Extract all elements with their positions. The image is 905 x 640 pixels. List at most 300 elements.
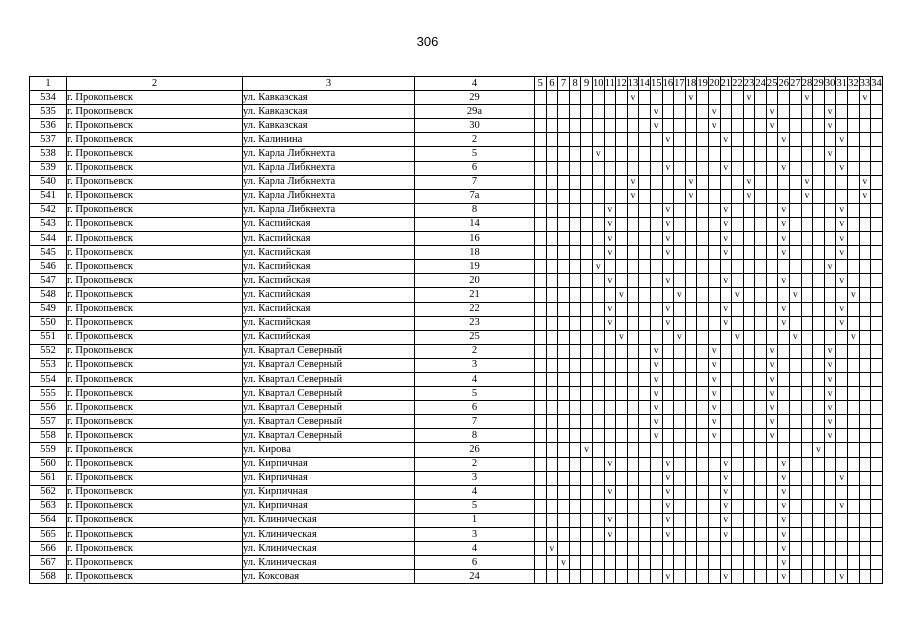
mark-cell-11	[604, 542, 616, 556]
mark-cell-9	[581, 189, 593, 203]
table-row	[30, 457, 883, 471]
mark-cell-14	[639, 133, 651, 147]
mark-cell-5	[535, 302, 547, 316]
city-cell: г. Прокопьевск	[67, 570, 243, 584]
mark-cell-21: v	[720, 133, 732, 147]
mark-cell-24	[755, 513, 767, 527]
mark-cell-28: v	[801, 91, 813, 105]
mark-cell-16	[662, 189, 674, 203]
mark-cell-5	[535, 105, 547, 119]
mark-cell-16: v	[662, 203, 674, 217]
mark-cell-6	[546, 358, 558, 372]
table-row	[30, 189, 883, 203]
mark-cell-34	[871, 161, 883, 175]
mark-cell-19	[697, 415, 709, 429]
mark-cell-29	[813, 344, 825, 358]
city-cell: г. Прокопьевск	[67, 513, 243, 527]
mark-cell-5	[535, 344, 547, 358]
mark-cell-13	[627, 401, 639, 415]
mark-cell-18	[685, 415, 697, 429]
mark-cell-30	[824, 542, 836, 556]
mark-cell-21	[720, 556, 732, 570]
mark-cell-31: v	[836, 302, 848, 316]
table-header	[30, 77, 883, 91]
mark-cell-5	[535, 91, 547, 105]
mark-cell-5	[535, 161, 547, 175]
mark-cell-24	[755, 542, 767, 556]
house-number-cell: 19	[415, 260, 535, 274]
mark-cell-18	[685, 570, 697, 584]
mark-cell-28	[801, 147, 813, 161]
mark-cell-19	[697, 387, 709, 401]
mark-cell-29	[813, 330, 825, 344]
street-cell: ул. Кавказская	[243, 119, 415, 133]
mark-cell-11	[604, 161, 616, 175]
mark-cell-32	[848, 274, 860, 288]
mark-cell-31	[836, 485, 848, 499]
mark-cell-33	[859, 372, 871, 386]
mark-cell-26	[778, 358, 790, 372]
mark-cell-11	[604, 358, 616, 372]
mark-cell-14	[639, 528, 651, 542]
mark-cell-10	[592, 302, 604, 316]
mark-cell-21: v	[720, 513, 732, 527]
mark-cell-15: v	[650, 119, 662, 133]
mark-cell-7	[558, 358, 570, 372]
mark-cell-27	[790, 161, 802, 175]
mark-cell-31	[836, 528, 848, 542]
mark-cell-24	[755, 203, 767, 217]
mark-cell-20: v	[708, 344, 720, 358]
mark-cell-14	[639, 499, 651, 513]
mark-cell-6	[546, 316, 558, 330]
mark-cell-16: v	[662, 528, 674, 542]
mark-cell-14	[639, 260, 651, 274]
city-cell: г. Прокопьевск	[67, 457, 243, 471]
mark-cell-9	[581, 133, 593, 147]
mark-cell-33	[859, 260, 871, 274]
mark-cell-29	[813, 542, 825, 556]
mark-cell-26: v	[778, 232, 790, 246]
mark-cell-27	[790, 513, 802, 527]
mark-cell-21	[720, 189, 732, 203]
mark-cell-11	[604, 91, 616, 105]
mark-cell-10	[592, 528, 604, 542]
column-header-24: 24	[755, 77, 767, 91]
mark-cell-28	[801, 443, 813, 457]
mark-cell-7	[558, 513, 570, 527]
mark-cell-5	[535, 217, 547, 231]
mark-cell-32	[848, 471, 860, 485]
mark-cell-13	[627, 556, 639, 570]
mark-cell-23	[743, 119, 755, 133]
mark-cell-18	[685, 372, 697, 386]
mark-cell-34	[871, 499, 883, 513]
house-number-cell: 3	[415, 358, 535, 372]
mark-cell-20: v	[708, 387, 720, 401]
mark-cell-32	[848, 443, 860, 457]
row-number: 551	[30, 330, 67, 344]
mark-cell-6: v	[546, 542, 558, 556]
mark-cell-17	[674, 175, 686, 189]
mark-cell-33	[859, 217, 871, 231]
mark-cell-19	[697, 485, 709, 499]
mark-cell-13	[627, 203, 639, 217]
row-number: 562	[30, 485, 67, 499]
mark-cell-18	[685, 457, 697, 471]
mark-cell-23	[743, 330, 755, 344]
mark-cell-10	[592, 288, 604, 302]
mark-cell-7	[558, 429, 570, 443]
mark-cell-31	[836, 288, 848, 302]
mark-cell-31: v	[836, 203, 848, 217]
mark-cell-14	[639, 415, 651, 429]
table-row	[30, 528, 883, 542]
street-cell: ул. Клиническая	[243, 528, 415, 542]
mark-cell-13	[627, 344, 639, 358]
mark-cell-19	[697, 330, 709, 344]
city-cell: г. Прокопьевск	[67, 443, 243, 457]
mark-cell-24	[755, 415, 767, 429]
mark-cell-10	[592, 387, 604, 401]
mark-cell-26: v	[778, 133, 790, 147]
mark-cell-24	[755, 274, 767, 288]
street-cell: ул. Карла Либкнехта	[243, 161, 415, 175]
mark-cell-27	[790, 189, 802, 203]
mark-cell-21	[720, 147, 732, 161]
mark-cell-7	[558, 161, 570, 175]
column-header-21: 21	[720, 77, 732, 91]
mark-cell-23	[743, 105, 755, 119]
mark-cell-14	[639, 429, 651, 443]
mark-cell-18	[685, 387, 697, 401]
mark-cell-34	[871, 542, 883, 556]
mark-cell-17	[674, 246, 686, 260]
mark-cell-24	[755, 358, 767, 372]
mark-cell-31	[836, 443, 848, 457]
mark-cell-15: v	[650, 429, 662, 443]
mark-cell-13	[627, 570, 639, 584]
mark-cell-32	[848, 513, 860, 527]
mark-cell-33	[859, 528, 871, 542]
row-number: 540	[30, 175, 67, 189]
row-number: 568	[30, 570, 67, 584]
mark-cell-7	[558, 344, 570, 358]
mark-cell-7	[558, 387, 570, 401]
mark-cell-19	[697, 175, 709, 189]
mark-cell-32	[848, 260, 860, 274]
mark-cell-22	[732, 570, 744, 584]
mark-cell-22	[732, 91, 744, 105]
mark-cell-18	[685, 499, 697, 513]
mark-cell-29	[813, 415, 825, 429]
mark-cell-18	[685, 542, 697, 556]
mark-cell-28	[801, 556, 813, 570]
column-header-23: 23	[743, 77, 755, 91]
mark-cell-25	[766, 260, 778, 274]
mark-cell-31	[836, 147, 848, 161]
table-row	[30, 387, 883, 401]
mark-cell-14	[639, 344, 651, 358]
mark-cell-15: v	[650, 372, 662, 386]
mark-cell-25	[766, 232, 778, 246]
city-cell: г. Прокопьевск	[67, 161, 243, 175]
mark-cell-10	[592, 175, 604, 189]
mark-cell-9	[581, 217, 593, 231]
table-row	[30, 203, 883, 217]
mark-cell-23	[743, 274, 755, 288]
mark-cell-30: v	[824, 401, 836, 415]
mark-cell-22	[732, 556, 744, 570]
mark-cell-21	[720, 387, 732, 401]
city-cell: г. Прокопьевск	[67, 542, 243, 556]
city-cell: г. Прокопьевск	[67, 499, 243, 513]
mark-cell-25: v	[766, 387, 778, 401]
mark-cell-29	[813, 499, 825, 513]
mark-cell-28	[801, 119, 813, 133]
mark-cell-22	[732, 119, 744, 133]
mark-cell-25: v	[766, 372, 778, 386]
mark-cell-17	[674, 429, 686, 443]
mark-cell-7	[558, 175, 570, 189]
mark-cell-22	[732, 387, 744, 401]
city-cell: г. Прокопьевск	[67, 119, 243, 133]
mark-cell-33	[859, 358, 871, 372]
mark-cell-27	[790, 372, 802, 386]
mark-cell-23: v	[743, 175, 755, 189]
mark-cell-29	[813, 274, 825, 288]
mark-cell-18	[685, 485, 697, 499]
mark-cell-26	[778, 175, 790, 189]
mark-cell-23: v	[743, 189, 755, 203]
mark-cell-27	[790, 471, 802, 485]
mark-cell-27	[790, 443, 802, 457]
house-number-cell: 22	[415, 302, 535, 316]
mark-cell-18	[685, 217, 697, 231]
mark-cell-30: v	[824, 372, 836, 386]
mark-cell-24	[755, 260, 767, 274]
mark-cell-17	[674, 499, 686, 513]
mark-cell-9	[581, 246, 593, 260]
mark-cell-27	[790, 105, 802, 119]
mark-cell-33	[859, 401, 871, 415]
street-cell: ул. Калинина	[243, 133, 415, 147]
mark-cell-15	[650, 528, 662, 542]
mark-cell-27	[790, 260, 802, 274]
mark-cell-12	[616, 344, 628, 358]
table-row	[30, 91, 883, 105]
mark-cell-12	[616, 133, 628, 147]
mark-cell-14	[639, 443, 651, 457]
mark-cell-30	[824, 302, 836, 316]
mark-cell-23	[743, 260, 755, 274]
mark-cell-23	[743, 415, 755, 429]
mark-cell-18	[685, 344, 697, 358]
mark-cell-31: v	[836, 217, 848, 231]
mark-cell-21	[720, 372, 732, 386]
mark-cell-15: v	[650, 415, 662, 429]
street-cell: ул. Квартал Северный	[243, 429, 415, 443]
mark-cell-16: v	[662, 246, 674, 260]
mark-cell-30	[824, 513, 836, 527]
mark-cell-5	[535, 274, 547, 288]
mark-cell-11	[604, 499, 616, 513]
mark-cell-22	[732, 232, 744, 246]
city-cell: г. Прокопьевск	[67, 246, 243, 260]
mark-cell-6	[546, 189, 558, 203]
mark-cell-20	[708, 302, 720, 316]
mark-cell-20	[708, 528, 720, 542]
street-cell: ул. Карла Либкнехта	[243, 203, 415, 217]
mark-cell-15	[650, 147, 662, 161]
city-cell: г. Прокопьевск	[67, 387, 243, 401]
mark-cell-19	[697, 133, 709, 147]
mark-cell-7	[558, 528, 570, 542]
mark-cell-29	[813, 133, 825, 147]
mark-cell-11	[604, 387, 616, 401]
mark-cell-28	[801, 330, 813, 344]
mark-cell-34	[871, 528, 883, 542]
mark-cell-27: v	[790, 288, 802, 302]
column-header-17: 17	[674, 77, 686, 91]
mark-cell-24	[755, 288, 767, 302]
mark-cell-16	[662, 344, 674, 358]
mark-cell-18	[685, 528, 697, 542]
table-row	[30, 499, 883, 513]
mark-cell-30	[824, 471, 836, 485]
row-number: 554	[30, 372, 67, 386]
mark-cell-11: v	[604, 528, 616, 542]
mark-cell-23	[743, 499, 755, 513]
mark-cell-5	[535, 119, 547, 133]
city-cell: г. Прокопьевск	[67, 91, 243, 105]
mark-cell-8	[569, 443, 581, 457]
mark-cell-15	[650, 330, 662, 344]
mark-cell-5	[535, 358, 547, 372]
row-number: 539	[30, 161, 67, 175]
mark-cell-25	[766, 147, 778, 161]
house-number-cell: 23	[415, 316, 535, 330]
mark-cell-24	[755, 528, 767, 542]
mark-cell-29	[813, 189, 825, 203]
row-number: 541	[30, 189, 67, 203]
mark-cell-26: v	[778, 499, 790, 513]
mark-cell-21	[720, 429, 732, 443]
mark-cell-22	[732, 133, 744, 147]
mark-cell-24	[755, 443, 767, 457]
mark-cell-23	[743, 401, 755, 415]
mark-cell-31	[836, 91, 848, 105]
mark-cell-12	[616, 274, 628, 288]
row-number: 561	[30, 471, 67, 485]
mark-cell-27	[790, 302, 802, 316]
street-cell: ул. Каспийская	[243, 217, 415, 231]
mark-cell-22	[732, 542, 744, 556]
mark-cell-19	[697, 203, 709, 217]
mark-cell-15	[650, 316, 662, 330]
mark-cell-32: v	[848, 330, 860, 344]
row-number: 557	[30, 415, 67, 429]
mark-cell-27	[790, 415, 802, 429]
city-cell: г. Прокопьевск	[67, 105, 243, 119]
mark-cell-31	[836, 429, 848, 443]
mark-cell-7	[558, 570, 570, 584]
mark-cell-12	[616, 556, 628, 570]
mark-cell-16: v	[662, 133, 674, 147]
mark-cell-8	[569, 556, 581, 570]
mark-cell-28	[801, 260, 813, 274]
column-header-30: 30	[824, 77, 836, 91]
row-number: 564	[30, 513, 67, 527]
mark-cell-19	[697, 513, 709, 527]
mark-cell-12: v	[616, 330, 628, 344]
mark-cell-16: v	[662, 471, 674, 485]
mark-cell-29	[813, 429, 825, 443]
mark-cell-24	[755, 485, 767, 499]
mark-cell-33	[859, 161, 871, 175]
mark-cell-9	[581, 457, 593, 471]
mark-cell-9	[581, 401, 593, 415]
mark-cell-9	[581, 429, 593, 443]
mark-cell-22	[732, 316, 744, 330]
mark-cell-9	[581, 358, 593, 372]
mark-cell-20	[708, 133, 720, 147]
mark-cell-34	[871, 471, 883, 485]
mark-cell-9	[581, 105, 593, 119]
mark-cell-19	[697, 528, 709, 542]
mark-cell-8	[569, 316, 581, 330]
mark-cell-17	[674, 91, 686, 105]
mark-cell-22	[732, 401, 744, 415]
mark-cell-8	[569, 119, 581, 133]
mark-cell-13: v	[627, 91, 639, 105]
mark-cell-23	[743, 246, 755, 260]
mark-cell-11: v	[604, 217, 616, 231]
mark-cell-15: v	[650, 344, 662, 358]
mark-cell-5	[535, 429, 547, 443]
column-header-27: 27	[790, 77, 802, 91]
mark-cell-6	[546, 217, 558, 231]
mark-cell-8	[569, 344, 581, 358]
column-header-16: 16	[662, 77, 674, 91]
mark-cell-10	[592, 161, 604, 175]
mark-cell-9	[581, 119, 593, 133]
mark-cell-25	[766, 528, 778, 542]
mark-cell-19	[697, 542, 709, 556]
city-cell: г. Прокопьевск	[67, 401, 243, 415]
mark-cell-23	[743, 133, 755, 147]
mark-cell-8	[569, 260, 581, 274]
mark-cell-12	[616, 358, 628, 372]
mark-cell-31: v	[836, 232, 848, 246]
mark-cell-17	[674, 570, 686, 584]
row-number: 549	[30, 302, 67, 316]
mark-cell-27	[790, 542, 802, 556]
mark-cell-5	[535, 499, 547, 513]
mark-cell-31	[836, 260, 848, 274]
mark-cell-12	[616, 401, 628, 415]
mark-cell-12	[616, 443, 628, 457]
mark-cell-27	[790, 119, 802, 133]
mark-cell-29	[813, 147, 825, 161]
mark-cell-14	[639, 175, 651, 189]
mark-cell-21	[720, 330, 732, 344]
row-number: 555	[30, 387, 67, 401]
mark-cell-18	[685, 302, 697, 316]
mark-cell-22	[732, 471, 744, 485]
mark-cell-28	[801, 528, 813, 542]
mark-cell-33	[859, 429, 871, 443]
